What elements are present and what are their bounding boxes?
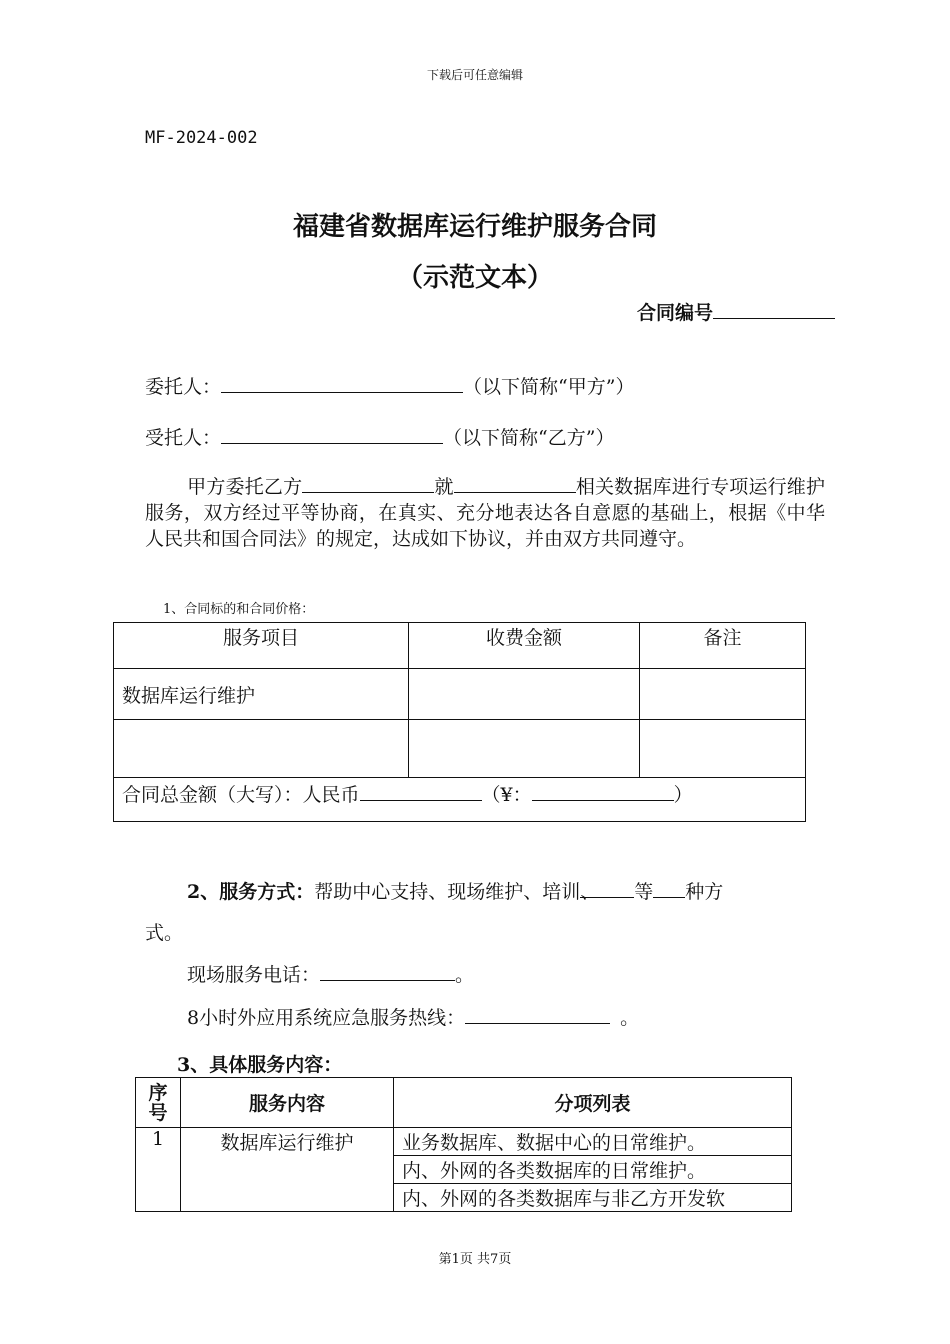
- service-cell-no: 1: [136, 1128, 181, 1212]
- table-row: [114, 720, 806, 778]
- price-table: [113, 622, 806, 822]
- section2-tail: 种方: [685, 881, 724, 903]
- contractor-blank[interactable]: [221, 423, 443, 444]
- page-subtitle: （示范文本）: [396, 263, 553, 293]
- service-header-content: 服务内容: [181, 1078, 394, 1128]
- price-cell-item[interactable]: [114, 720, 409, 778]
- intro-part2: 就: [434, 475, 454, 498]
- table-row: [114, 669, 806, 720]
- price-header-remark: 备注: [640, 623, 806, 669]
- intro-paragraph: [145, 472, 825, 552]
- service-type-blank[interactable]: [599, 877, 634, 898]
- service-item: 内、外网的各类数据库的日常维护。: [394, 1156, 792, 1184]
- price-cell-remark[interactable]: [640, 720, 806, 778]
- phone-end: 。: [455, 964, 475, 986]
- total-currency: （¥：: [481, 784, 532, 806]
- contractor-line: [145, 423, 614, 450]
- total-label: 合同总金额（大写）：人民币: [122, 784, 360, 806]
- section3-title: 3、具体服务内容：: [177, 1054, 343, 1076]
- page-footer: 第1页 共7页: [438, 1252, 512, 1267]
- service-cell-content: 数据库运行维护: [181, 1128, 394, 1212]
- total-close: ）: [673, 784, 693, 806]
- service-item: 内、外网的各类数据库与非乙方开发软: [394, 1184, 792, 1212]
- service-header-items: 分项列表: [394, 1078, 792, 1128]
- phone-label: 现场服务电话：: [187, 964, 321, 986]
- section2-line: [187, 877, 723, 904]
- contract-number-blank[interactable]: [713, 298, 835, 319]
- section2-continued: 式。: [145, 922, 184, 944]
- total-words-blank[interactable]: [360, 780, 482, 801]
- phone-line: [187, 960, 474, 987]
- service-table: [135, 1077, 792, 1212]
- service-item: 业务数据库、数据中心的日常维护。: [394, 1128, 792, 1156]
- contract-number-label: 合同编号: [637, 302, 714, 324]
- price-cell-amount[interactable]: [409, 720, 640, 778]
- client-label: 委托人：: [145, 376, 222, 398]
- intro-blank-2[interactable]: [454, 472, 576, 493]
- contractor-suffix: （以下简称“乙方”）: [443, 427, 615, 449]
- header-note: 下载后可任意编辑: [426, 68, 523, 82]
- hotline-line: [187, 1003, 639, 1030]
- section1-title: 1、合同标的和合同价格：: [163, 602, 315, 617]
- price-header-amount: 收费金额: [409, 623, 640, 669]
- price-cell-amount[interactable]: [409, 669, 640, 720]
- intro-blank-1[interactable]: [302, 472, 434, 493]
- intro-part1: 甲方委托乙方: [187, 475, 303, 498]
- total-amount-cell: [114, 778, 806, 822]
- price-header-item: 服务项目: [114, 623, 409, 669]
- price-cell-item: 数据库运行维护: [114, 669, 409, 720]
- client-suffix: （以下简称“甲方”）: [463, 376, 635, 398]
- client-line: [145, 372, 634, 399]
- section2-text: 帮助中心支持、现场维护、培训: [314, 881, 581, 903]
- intro-part3: 相关数据库进行专项运行维护服务，双方经过平等协商，在真实、充分地表达各自意愿的基础上，根据《中华人民共和国合同法》的规定，达成如下协议，并由双方共同遵守。: [145, 475, 825, 550]
- section2-sep: 、: [580, 877, 599, 898]
- client-blank[interactable]: [221, 372, 463, 393]
- total-number-blank[interactable]: [532, 780, 674, 801]
- total-row: [114, 778, 806, 822]
- hotline-end: 。: [620, 1007, 640, 1029]
- price-cell-remark[interactable]: [640, 669, 806, 720]
- service-count-blank[interactable]: [653, 877, 685, 898]
- contract-number-field: [637, 298, 835, 325]
- section2-deng: 等: [634, 881, 654, 903]
- service-header-no: 序号: [136, 1078, 181, 1128]
- table-row: [136, 1128, 792, 1156]
- page-title: 福建省数据库运行维护服务合同: [292, 212, 657, 242]
- phone-blank[interactable]: [320, 960, 455, 981]
- contractor-label: 受托人：: [145, 427, 222, 449]
- document-code: MF-2024-002: [145, 128, 258, 148]
- section2-title: 2、服务方式：: [187, 881, 315, 903]
- hotline-label: 8小时外应用系统应急服务热线：: [187, 1007, 466, 1029]
- hotline-blank[interactable]: [465, 1003, 610, 1024]
